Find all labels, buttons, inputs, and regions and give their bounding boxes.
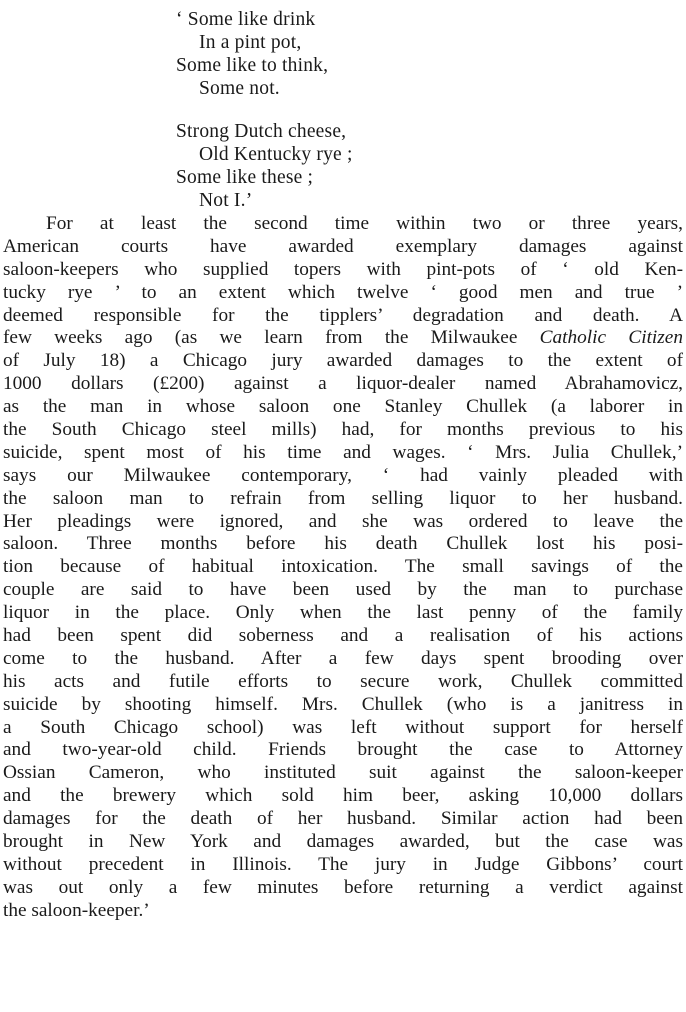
article-line: had been spent did soberness and a realisation of his actions xyxy=(3,625,683,647)
article-line: Her pleadings were ignored, and she was ordered to leave the xyxy=(3,510,683,532)
article-line: couple are said to have been used by the man to purchase xyxy=(3,579,683,601)
poem-line: Not I.’ xyxy=(199,190,253,211)
article-line: as the man in whose saloon one Stanley Chullek (a laborer in xyxy=(3,396,683,418)
poem-line: Old Kentucky rye ; xyxy=(199,144,353,165)
article-line: Ossian Cameron, who instituted suit against the saloon-keeper xyxy=(3,762,683,784)
article-line: and two-year-old child. Friends brought the case to Attorney xyxy=(3,739,683,761)
article-line: brought in New York and damages awarded, but the case was xyxy=(3,831,683,853)
poem-line: Some not. xyxy=(199,78,280,99)
article-line: suicide, spent most of his time and wages. ‘ Mrs. Julia Chullek,’ xyxy=(3,441,683,463)
article-line: was out only a few minutes before returning a verdict against xyxy=(3,876,683,898)
article-line: a South Chicago school) was left without support for herself xyxy=(3,716,683,738)
article-line: his acts and futile efforts to secure work, Chullek committed xyxy=(3,670,683,692)
article-line: the saloon man to refrain from selling liquor to her husband. xyxy=(3,487,683,509)
article-line: 1000 dollars (£200) against a liquor-dealer named Abrahamovicz, xyxy=(3,373,683,395)
article-line: saloon. Three months before his death Chullek lost his posi- xyxy=(3,533,683,555)
article-line: saloon-keepers who supplied topers with pint-pots of ‘ old Ken- xyxy=(3,258,683,280)
article-line: tion because of habitual intoxication. The small savings of the xyxy=(3,556,683,578)
publication-title: Catholic Citizen xyxy=(539,327,683,349)
article-line: without precedent in Illinois. The jury in Judge Gibbons’ court xyxy=(3,853,683,875)
article-line: the saloon-keeper.’ xyxy=(3,899,150,921)
article-line: tucky rye ’ to an extent which twelve ‘ good men and true ’ xyxy=(3,281,683,303)
poem-line: Strong Dutch cheese, xyxy=(176,121,347,142)
poem-line: ‘ Some like drink xyxy=(176,9,316,30)
article-line: few weeks ago (as we learn from the Milwaukee Catholic Citizen xyxy=(3,327,683,349)
article-line: come to the husband. After a few days spent brooding over xyxy=(3,647,683,669)
article-line: damages for the death of her husband. Similar action had been xyxy=(3,808,683,830)
article-line: deemed responsible for the tipplers’ degradation and death. A xyxy=(3,304,683,326)
article-line: of July 18) a Chicago jury awarded damages to the extent of xyxy=(3,350,683,372)
article-body xyxy=(3,213,683,923)
poem-stanza xyxy=(0,120,686,212)
article-line: For at least the second time within two or three years, xyxy=(46,213,683,234)
epigraph-poem xyxy=(0,8,686,212)
article-line: says our Milwaukee contemporary, ‘ had vainly pleaded with xyxy=(3,464,683,486)
article-line: liquor in the place. Only when the last penny of the family xyxy=(3,602,683,624)
article-line: the South Chicago steel mills) had, for months previous to his xyxy=(3,419,683,441)
poem-line: Some like to think, xyxy=(176,55,329,76)
article-line: and the brewery which sold him beer, asking 10,000 dollars xyxy=(3,785,683,807)
poem-line: In a pint pot, xyxy=(199,32,302,53)
poem-stanza xyxy=(0,8,686,100)
poem-line: Some like these ; xyxy=(176,167,314,188)
article-line: American courts have awarded exemplary damages against xyxy=(3,235,683,257)
article-line: suicide by shooting himself. Mrs. Chullek (who is a janitress in xyxy=(3,693,683,715)
